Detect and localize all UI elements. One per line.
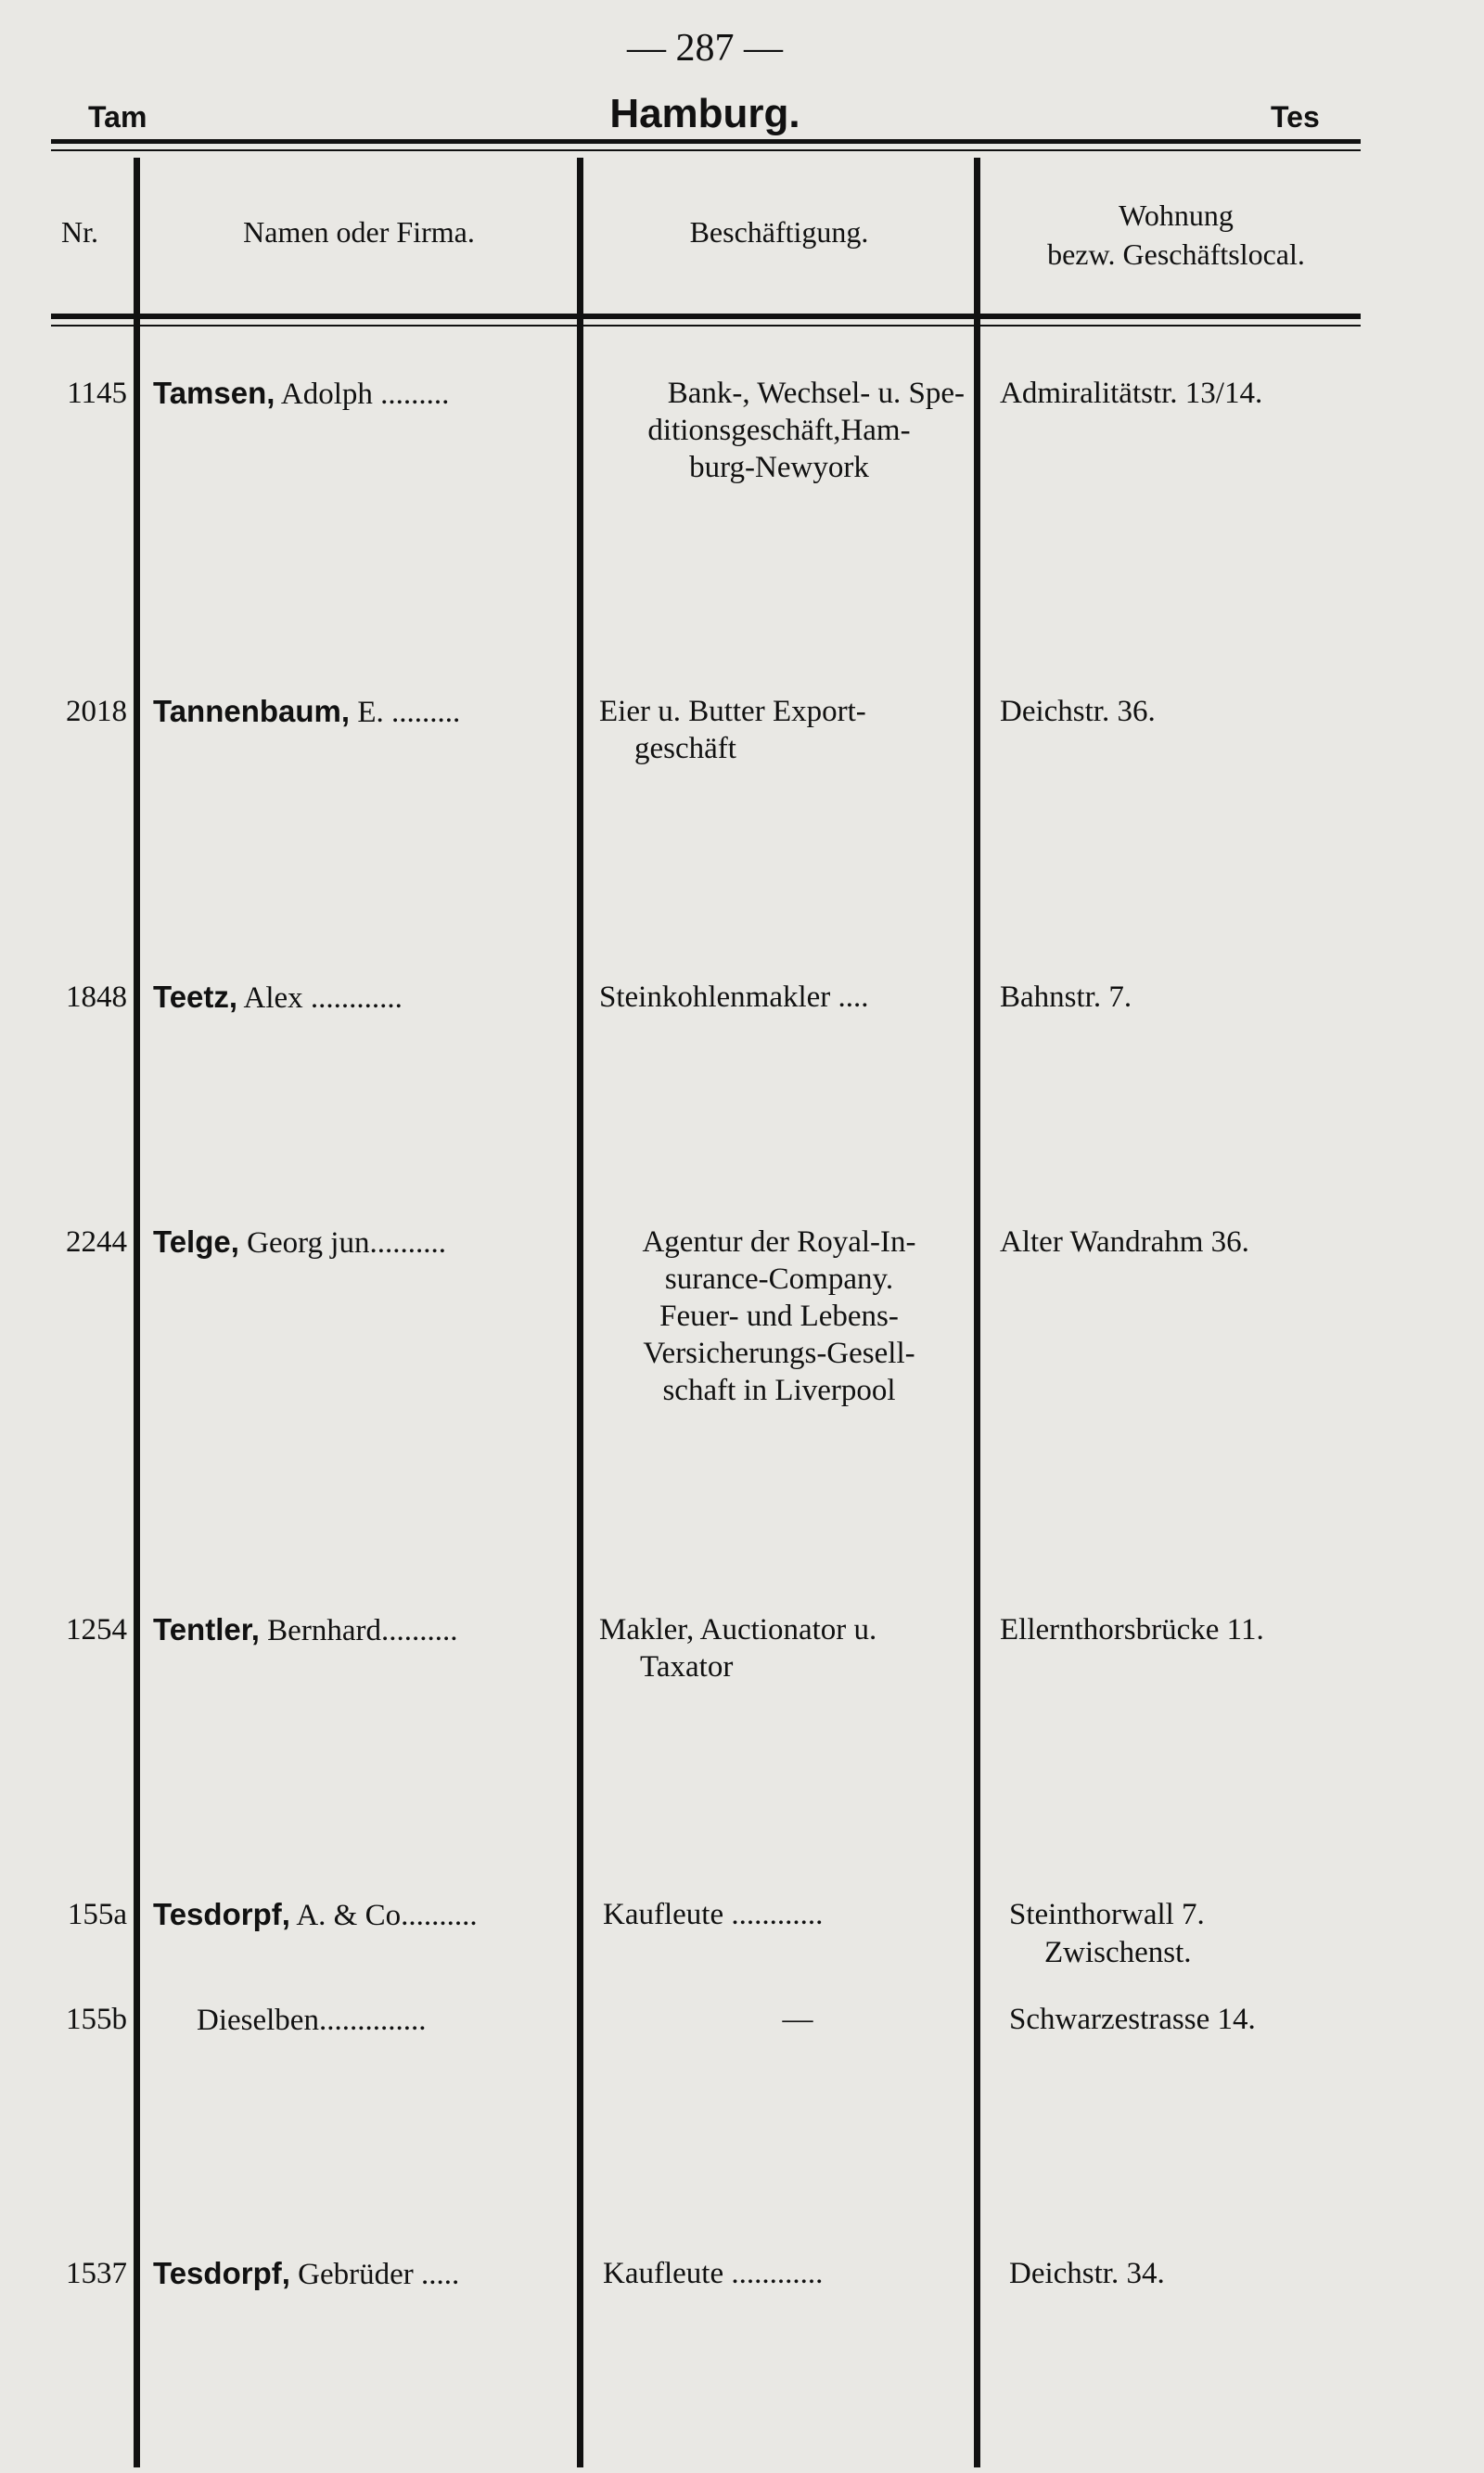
entry-occupation-line: Bank-, Wechsel- u. Spe-	[667, 377, 965, 410]
entry-given-name: Alex ............	[237, 981, 403, 1015]
column-header-address-line2: bezw. Geschäftslocal.	[1047, 237, 1305, 271]
entry-name	[153, 1612, 457, 1648]
entry-surname: Tesdorpf,	[153, 2256, 290, 2290]
header-rule-top	[51, 139, 1361, 144]
entry-name	[153, 1897, 478, 1933]
entry-name	[197, 2002, 426, 2038]
entry-name	[153, 980, 403, 1016]
column-header-rule	[51, 314, 1361, 319]
entry-occupation-line: Feuer- und Lebens-	[659, 1300, 899, 1333]
page-number: — 287 —	[627, 27, 783, 70]
entry-number: 2244	[66, 1225, 127, 1259]
entry-address: Schwarzestrasse 14.	[1009, 2003, 1256, 2036]
entry-given-name: Georg jun..........	[238, 1226, 446, 1260]
entry-name	[153, 2256, 459, 2292]
header-rule-thin	[51, 149, 1361, 151]
entry-name	[153, 376, 449, 412]
column-header-rule-thin	[51, 325, 1361, 327]
entry-given-name: Bernhard..........	[259, 1614, 458, 1647]
entry-occupation-line: Agentur der Royal-In-	[642, 1225, 916, 1259]
entry-occupation-line: Versicherungs-Gesell-	[643, 1337, 915, 1370]
column-header-name: Namen oder Firma.	[243, 215, 475, 249]
entry-occupation-line: Taxator	[640, 1650, 734, 1684]
column-divider-nr	[134, 158, 140, 2467]
entry-given-name: Gebrüder .....	[289, 2258, 460, 2291]
entry-address: Bahnstr. 7.	[1000, 980, 1132, 1014]
column-header-nr: Nr.	[61, 215, 98, 249]
entry-occupation-line: Eier u. Butter Export-	[599, 695, 866, 728]
entry-occupation-line: schaft in Liverpool	[662, 1374, 896, 1407]
entry-occupation-line: geschäft	[634, 732, 736, 765]
entry-address: Deichstr. 34.	[1009, 2257, 1165, 2290]
entry-surname: Tentler,	[153, 1612, 260, 1647]
entry-occupation-line: Steinkohlenmakler ....	[599, 980, 869, 1014]
entry-number: 155b	[66, 2003, 127, 2036]
entry-surname: Telge,	[153, 1224, 239, 1259]
entry-occupation-line: Kaufleute ............	[603, 2257, 824, 2290]
entry-address: Zwischenst.	[1044, 1936, 1192, 1969]
entry-number: 1848	[66, 980, 127, 1014]
entry-occupation-line: burg-Newyork	[689, 451, 869, 484]
entry-number: 1145	[67, 377, 127, 410]
left-running-key: Tam	[88, 100, 147, 134]
entry-given-name: A. & Co..........	[289, 1899, 478, 1932]
entry-given-name: Dieselben..............	[197, 2004, 427, 2037]
entry-occupation-line: —	[782, 2003, 813, 2036]
entry-occupation-line: Kaufleute ............	[603, 1898, 824, 1931]
entry-number: 1537	[66, 2257, 127, 2290]
entry-surname: Teetz,	[153, 980, 238, 1014]
entry-given-name: Adolph .........	[275, 378, 450, 411]
entry-occupation-line: ditionsgeschäft,Ham-	[647, 414, 911, 447]
entry-name	[153, 1224, 446, 1261]
entry-number: 2018	[66, 695, 127, 728]
entry-address: Admiralitätstr. 13/14.	[1000, 377, 1263, 410]
column-header-occupation: Beschäftigung.	[689, 215, 869, 249]
column-divider-name	[577, 158, 583, 2467]
right-running-key: Tes	[1271, 100, 1320, 134]
entry-surname: Tamsen,	[153, 376, 275, 410]
entry-address: Deichstr. 36.	[1000, 695, 1156, 728]
entry-number: 1254	[66, 1613, 127, 1647]
entry-address: Ellernthorsbrücke 11.	[1000, 1613, 1264, 1647]
entry-occupation-line: surance-Company.	[664, 1262, 894, 1296]
column-header-address-line1: Wohnung	[1119, 199, 1234, 232]
entry-occupation-line: Makler, Auctionator u.	[599, 1613, 877, 1647]
entry-number: 155a	[67, 1898, 127, 1931]
entry-address: Alter Wandrahm 36.	[1000, 1225, 1249, 1259]
entry-name	[153, 694, 460, 730]
entry-address: Steinthorwall 7.	[1009, 1898, 1205, 1931]
page-title: Hamburg.	[609, 91, 800, 136]
entry-surname: Tesdorpf,	[153, 1897, 290, 1931]
entry-given-name: E. .........	[350, 696, 461, 729]
entry-surname: Tannenbaum,	[153, 694, 351, 728]
column-divider-occupation	[974, 158, 980, 2467]
